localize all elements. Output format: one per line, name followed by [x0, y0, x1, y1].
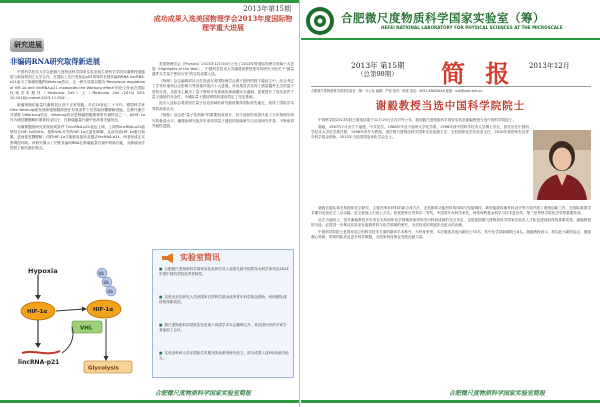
article1-title: 非编码RNA研究取得新进展 [10, 57, 100, 66]
news-item: ■ 合肥微尺度物质科学国家实验室研究员入选第九届中国青年女科学家奖及2013年度中国科学院优秀导师奖。 [159, 267, 289, 277]
article1-paragraph: 肿瘤细胞的能量代谢明显区别于正常细胞。早在20世纪二十年代，德国科学家Otto Warburg就发现肿瘤细胞即使在有氧条件下仍然偏好糖酵解供能，这种代谢方式被称为Warburg效应。Warburg效应是肿瘤细胞重要的代谢特征之一，而HIF-1α作为调控糖酵解的重要转录因子，在肿瘤能量代谢中扮演着关键角色。 [10, 102, 145, 123]
right-page [301, 0, 600, 407]
masthead-title: 简 报 [441, 59, 516, 88]
article1-paragraph: 吴缅课题组研究发现低氧条件下lincRNA-p21表达上调，上调的lincRNA-p21能够结合HIF-1α和VHL，阻断VHL介导的HIF-1α泛素化降解，从而导致HIF-1α蛋白积累，进而促进糖酵解；同时HIF-1α又能够直接转录激活lincRNA-p21，两者形成正反馈调控环路。该研究揭示了长链非编码RNA在肿瘤能量代谢中的新功能，为肿瘤治疗提供了新的潜在靶点。 [10, 125, 145, 150]
main-article-paragraph: 谢毅，1967年7月出生于福建，中共党员。1988年毕业于福州大学化学系，1996年获中国科学技术大学博士学位，曾先后在中国科学技术大学化学系任教，1998年晋升为教授。现任微尺度物质科学国家实验室副主任、无机固体化学实验室主任，2010年获国家杰出青年科学基金资助，2012年当选英国皇家化学会会士。 [311, 124, 529, 140]
main-article-body-bottom [311, 206, 591, 376]
article1-body [10, 70, 145, 256]
news-item-text: 合肥微尺度物质科学国家实验室研究员入选第九届中国青年女科学家奖及2013年度中国科学院优秀导师奖。 [159, 267, 289, 277]
news-item: ■ 微尺度物质科学国家实验室第十四届学术年会顺利召开，来自国内外的专家学者参加了会议。 [159, 323, 287, 333]
main-article-paragraph: 中国科学院2013年院士增选结果于12月19日正式对外公布，我国微尺度物质科学国家实验室谢毅教授当选中国科学院院士。 [318, 118, 516, 122]
ub-label: Ub [107, 289, 113, 294]
hif-label: HIF-1α [27, 309, 48, 315]
article2-paragraph: 此次入选标志着我国在量子信息领域的研究继续保持国际领先地位，获得了国际学术界的高度认可。 [152, 101, 294, 111]
lab-name-cn: 合肥微尺度物质科学国家实验室（筹） [341, 11, 545, 25]
ub-label: Ub [103, 280, 109, 285]
main-article-body-top [311, 118, 529, 204]
main-article-paragraph: 中国科学院院士是国家设立的科学技术方面的最高学术称号，为终身荣誉。本次增选共选出新院士53名，其中化学部新增院士8名。谢毅教授表示，将以此为新的起点，继续潜心科研，带领团队攻克更多科学难题，为国家科技事业发展贡献力量。 [311, 229, 591, 240]
masthead-date: 2013年12月 [529, 62, 570, 70]
megaphone-icon [161, 252, 175, 264]
masthead-issue: 2013年 第15期 [351, 61, 405, 70]
masthead [301, 44, 600, 86]
news-item-text: 微尺度物质科学国家实验室第十四届学术年会顺利召开，来自国内外的专家学者参加了会议。 [159, 323, 287, 333]
masthead-total-issue: （总第98期） [357, 70, 398, 78]
main-headline: 谢毅教授当选中国科学院院士 [375, 100, 526, 112]
news-item: ■ 实验室科研人员在国际学术期刊发表系列研究论文，部分成果入选ESI高被引论文。 [159, 351, 289, 361]
news-box-title: 实验室简讯 [180, 252, 220, 262]
glycolysis-label: Glycolysis [88, 365, 119, 372]
portrait-image [533, 130, 591, 200]
issue-number-left: 2013年第15期 [243, 5, 291, 13]
main-article-paragraph: 此次当选院士，是对谢毅教授多年来在无机固体化学领域所取得的杰出科研成就的充分肯定，也是我国微尺度物质科学国家实验室人才队伍建设取得的重要成果。谢毅教授的当选，必将进一步推动实验室在能源材料与化学领域的研究，为实验室的发展作出更大的贡献。 [311, 217, 591, 228]
lincrna-hif-diagram [14, 263, 140, 381]
article1-paragraph: 中国科学技术大学合肥微尺度物质科学国家实验室和生命科学学院吴缅教授课题组与新加坡国立大学合作，在国际上首次发现由p53诱导的长链非编码RNA lincRNA-p21参与了肿瘤细胞的Warburg效应，这一研究成果以题为"Reciprocal regulation of HIF-1α and lincRNA-p21 modulates the Warburg effect"的论文发表在国际权威学术期刊《Molecular Cell》上（Molecular Cell (2014) DOI: 10.1016/j.molcel.2013.11.004）。 [10, 70, 145, 101]
article2-paragraph: 《物理》杂志是"量子性科研"的重要组成部分，其中选取的成果代表了当年物理学研究的最高水平。潘建伟研究组多年来坚持量子通信的基础研究与应用研究并重，不断取得突破性进展。 [152, 113, 294, 128]
main-article-paragraph: 谢毅长期从事无机固体化学研究，主要在纳米材料的新合成方法、无机固体功能材料的结构与性能调控、新型能源转换材料设计等方面开展了系统创新工作，在国际重要学术期刊发表论文二百余篇，论文被他人引用上万次。曾获国家自然科学二等奖、中国青年女科学家奖、何梁何利基金科学与技术进步奖、第三世界科学院化学奖等重要奖项。 [311, 206, 591, 216]
editorial-info-line: 合肥微尺度物质科学国家实验室（筹）办公室 编辑：严莉 校对：杨建 电话：0551-63600416 邮箱：nsk@ustc.edu.cn [311, 86, 591, 93]
article2-paragraph: 美国物理学会《Physics》2013年12月30日公布了2013年度国际物理学领域十大进展（Highlights of the Year），中国科学技术大学潘建伟教授领导的研究小组关于"测量器件无关量子密钥分发"的实验成果入选。 [152, 62, 294, 77]
section-label: 研究进展 [14, 40, 42, 49]
hypoxia-label: Hypoxia [28, 267, 58, 275]
news-item-text: 实验室多位研究人员获国家自然科学基金优秀青年科学基金资助，科研团队建设取得新成效。 [159, 295, 287, 305]
news-item: ■ 实验室多位研究人员获国家自然科学基金优秀青年科学基金资助，科研团队建设取得新成效。 [159, 295, 287, 305]
footer-right: 合肥微尺度物质科学国家实验室简报 [449, 390, 546, 397]
lab-logo-icon [305, 6, 335, 36]
vhl-label: VHL [80, 325, 93, 332]
lincrna-label: lincRNA-p21 [18, 359, 60, 366]
news-box [152, 249, 294, 378]
footer-left: 合肥微尺度物质科学国家实验室简报 [155, 390, 252, 397]
top-rule [0, 0, 300, 3]
bottom-rule [0, 400, 300, 403]
article2-title: 成功成果入选美国物理学会2013年度国际物理学重大进展 [153, 14, 293, 32]
article2-paragraph: 《物理》杂志编辑部从当年发表在美国物理学会旗下期刊的数千篇论文中，综合考虑了学术价值和社会影响力等因素评选出十大进展。该成果首次实现了测量器件无关的量子密钥分发，从根本上解决了量子密钥分发系统的探测器安全漏洞，显著提升了现实条件下量子通信的安全性，为城际量子通信网络的建设奠定了坚实基础。 [152, 79, 294, 99]
ub-label: Ub [98, 271, 104, 276]
lab-name-en: HEFEI NATIONAL LABORATORY FOR PHYSICAL SCIENCES AT THE MICROSCALE [381, 25, 563, 30]
news-item-text: 实验室科研人员在国际学术期刊发表系列研究论文，部分成果入选ESI高被引论文。 [159, 351, 289, 361]
hif-label: HIF-1α [93, 307, 114, 313]
portrait-photo [533, 130, 591, 200]
header-rule [301, 38, 600, 40]
bottom-rule [301, 400, 600, 403]
article2-body [152, 62, 294, 246]
section-badge [10, 38, 44, 52]
